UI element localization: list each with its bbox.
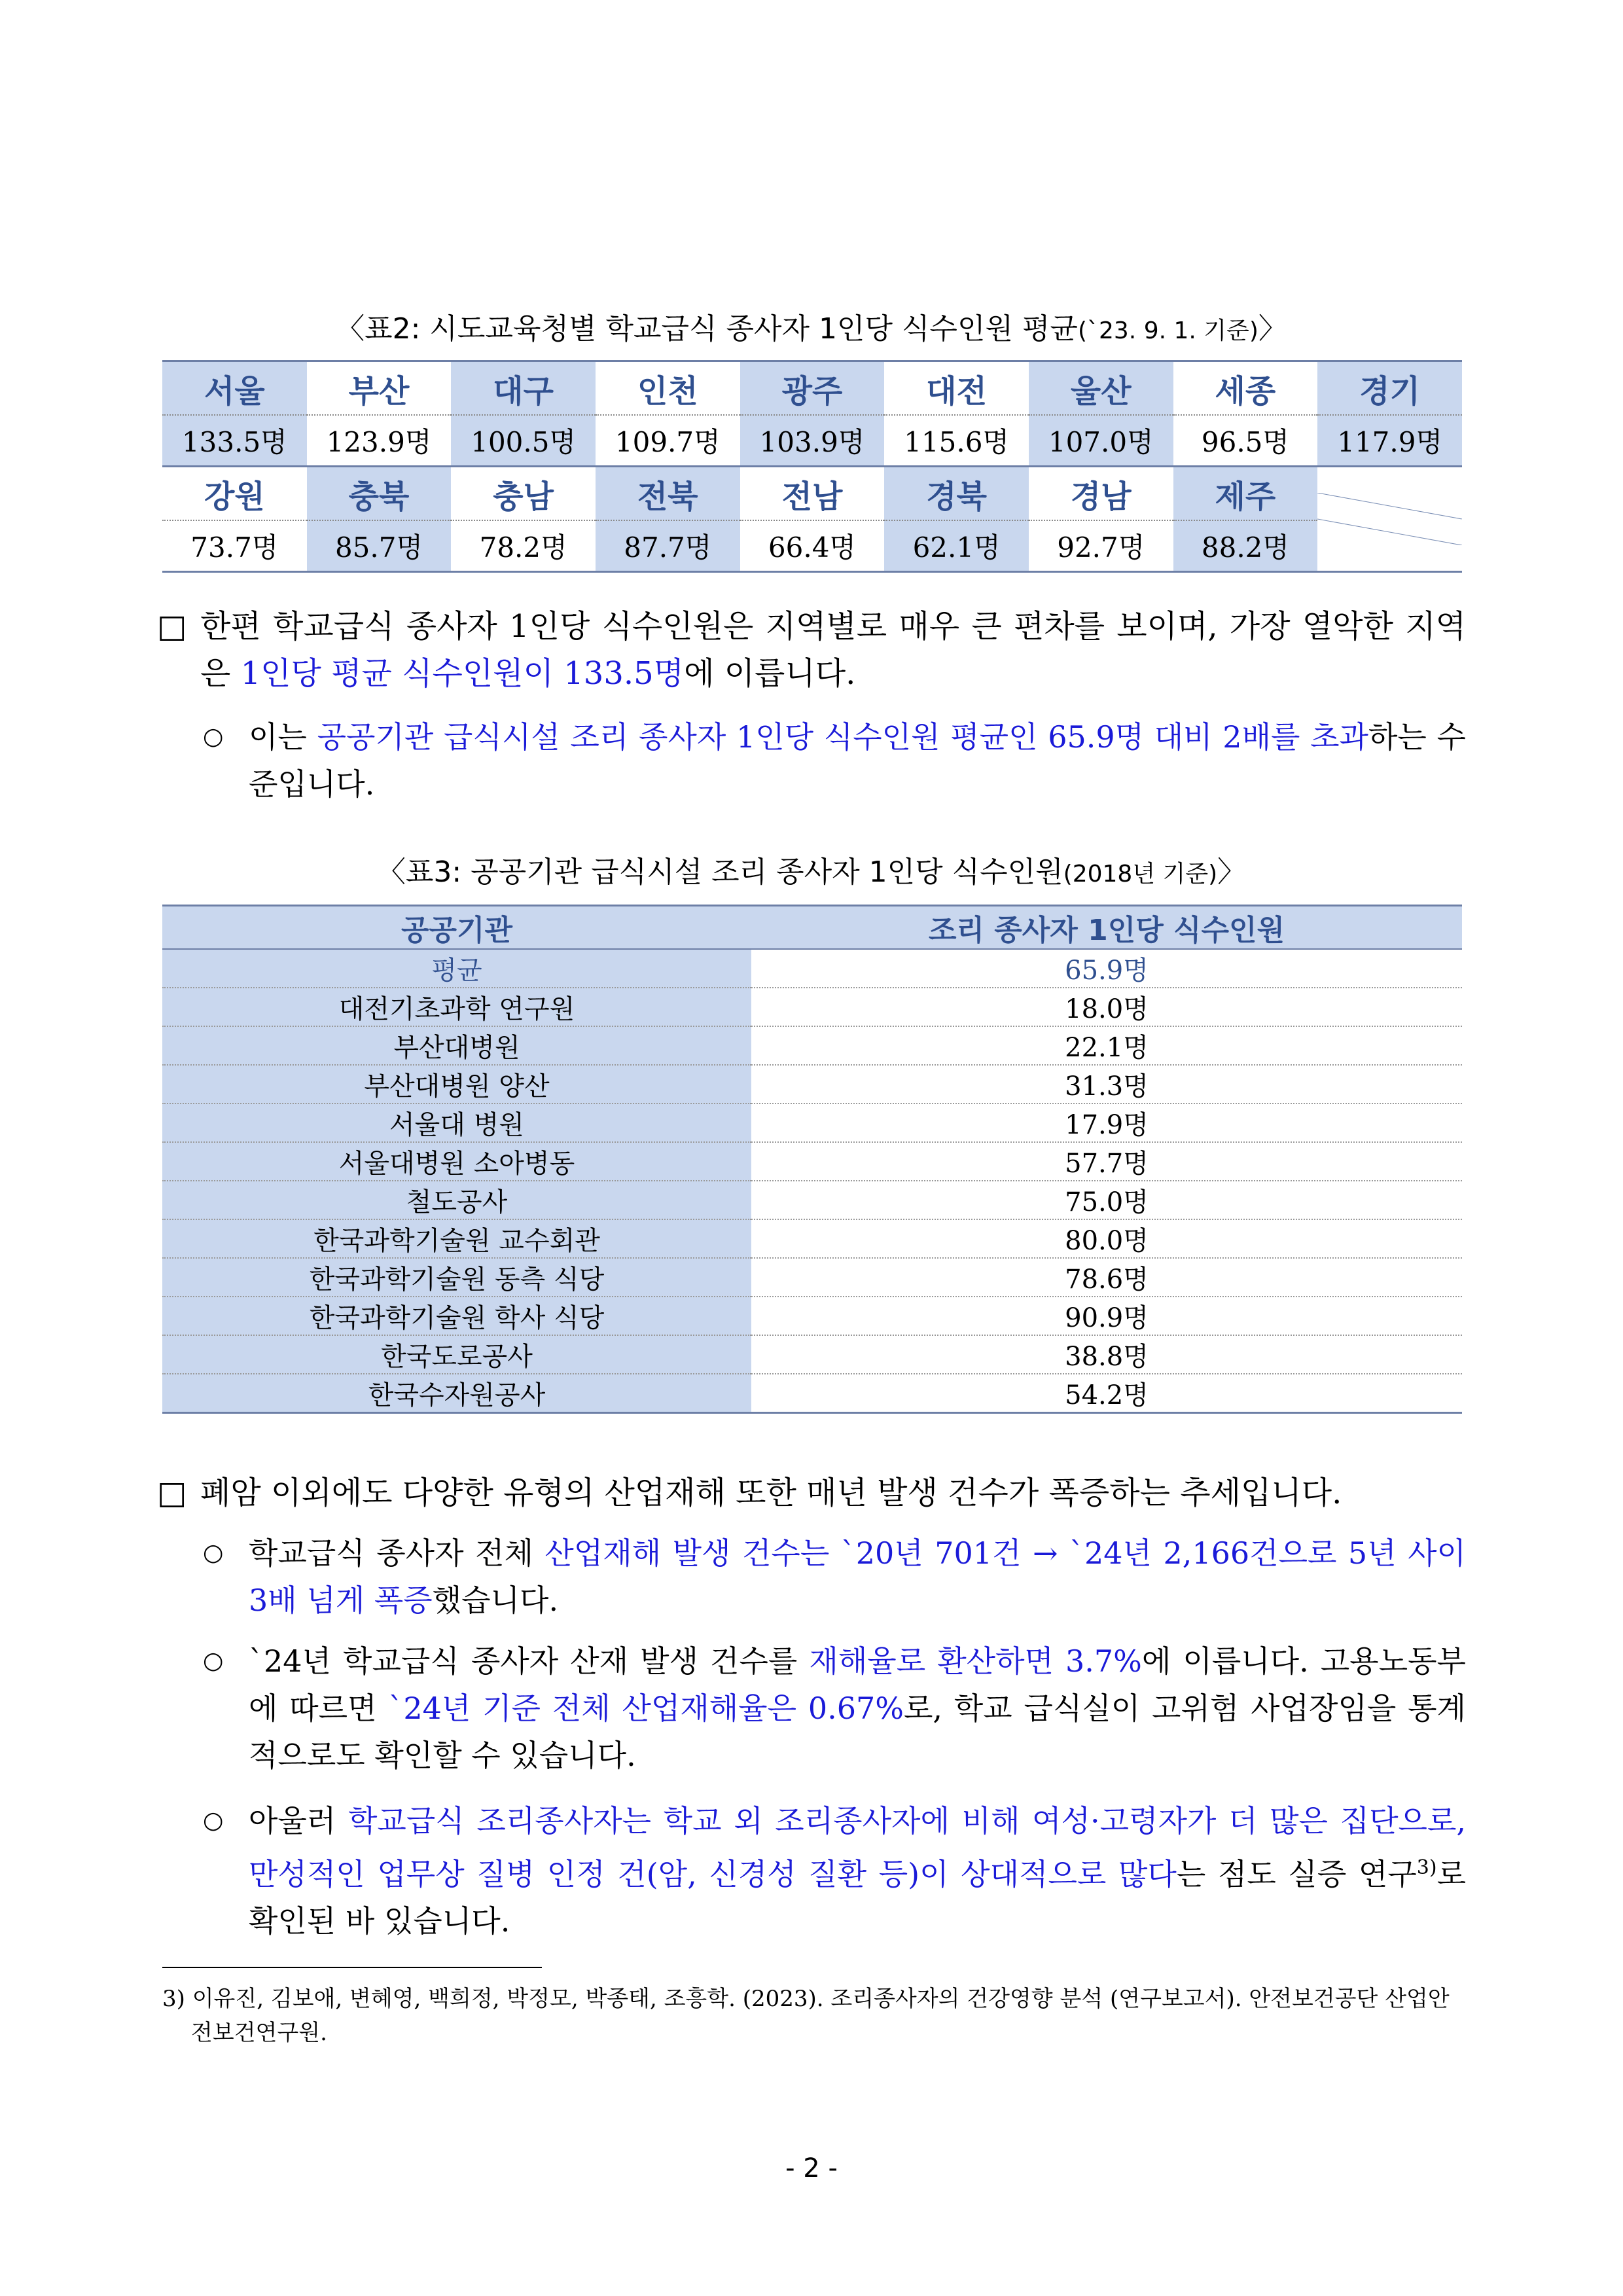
footnote-divider bbox=[162, 1967, 542, 1968]
table2 bbox=[162, 360, 1462, 573]
region-cell: 세종 bbox=[1173, 361, 1318, 416]
para2-text: 폐암 이외에도 다양한 유형의 산업재해 또한 매년 발생 건수가 폭증하는 추세입니다. bbox=[200, 1475, 1342, 1511]
region-cell: 충남 bbox=[451, 467, 596, 521]
table-row bbox=[162, 1181, 1462, 1219]
value-cell: 31.3명 bbox=[751, 1065, 1462, 1103]
region-cell: 경북 bbox=[884, 467, 1029, 521]
empty-diagonal-cell bbox=[1317, 467, 1462, 572]
circle-bullet-icon: ○ bbox=[203, 1647, 224, 1674]
value-cell: 87.7명 bbox=[596, 520, 740, 572]
table3-caption-date: (2018년 기준) bbox=[1063, 861, 1218, 888]
institution-cell: 한국과학기술원 학사 식당 bbox=[162, 1297, 751, 1335]
circle-bullet-icon: ○ bbox=[203, 1807, 224, 1834]
sub1-text-end: 하는 수준입니다. bbox=[249, 719, 1466, 802]
value-cell: 85.7명 bbox=[307, 520, 452, 572]
value-cell: 18.0명 bbox=[751, 988, 1462, 1026]
paragraph-accident-trend bbox=[157, 1469, 1466, 1516]
institution-cell: 한국수자원공사 bbox=[162, 1374, 751, 1413]
value-cell: 78.6명 bbox=[751, 1258, 1462, 1297]
sub-bullet-accident-rate bbox=[196, 1638, 1466, 1779]
table2-row1-values bbox=[162, 415, 1462, 467]
institution-cell: 평균 bbox=[162, 949, 751, 988]
para1-highlight: 1인당 평균 식수인원이 133.5명 bbox=[240, 655, 685, 692]
table-row bbox=[162, 1335, 1462, 1374]
sub3-text-end: 로, 학교 급식실이 고위험 사업장임을 통계적으로도 확인할 수 있습니다. bbox=[249, 1691, 1466, 1773]
table2-caption-date: (`23. 9. 1. 기준) bbox=[1077, 317, 1258, 344]
footnote-text: 3) 이유진, 김보애, 변혜영, 백희정, 박정모, 박종태, 조흥학. (2023). 조리종사자의 건강영향 분석 (연구보고서). 안전보건공단 산업안전보건연구원. bbox=[162, 1986, 1450, 2046]
table2-caption-end: 〉 bbox=[1258, 312, 1287, 346]
region-cell: 대전 bbox=[884, 361, 1029, 416]
table3-caption-end: 〉 bbox=[1217, 855, 1247, 889]
value-cell: 22.1명 bbox=[751, 1026, 1462, 1065]
table2-caption-text: 〈표2: 시도교육청별 학교급식 종사자 1인당 식수인원 평균 bbox=[336, 312, 1078, 346]
sub1-highlight: 공공기관 급식시설 조리 종사자 1인당 식수인원 평균인 65.9명 대비 2배를 초과 bbox=[317, 719, 1368, 755]
table-row bbox=[162, 949, 1462, 988]
value-cell: 107.0명 bbox=[1029, 415, 1173, 467]
sub1-text: 이는 bbox=[249, 719, 317, 755]
institution-cell: 대전기초과학 연구원 bbox=[162, 988, 751, 1026]
region-cell: 강원 bbox=[162, 467, 307, 521]
table-row bbox=[162, 1258, 1462, 1297]
table3-caption bbox=[0, 848, 1623, 890]
value-cell: 92.7명 bbox=[1029, 520, 1173, 572]
value-cell: 80.0명 bbox=[751, 1219, 1462, 1258]
para1-text-end: 에 이릅니다. bbox=[684, 655, 856, 692]
paragraph-regional-gap bbox=[157, 603, 1466, 697]
value-cell: 66.4명 bbox=[740, 520, 885, 572]
region-cell: 인천 bbox=[596, 361, 740, 416]
table3-caption-text: 〈표3: 공공기관 급식시설 조리 종사자 1인당 식수인원 bbox=[376, 855, 1063, 889]
value-cell: 73.7명 bbox=[162, 520, 307, 572]
sub4-highlight: 학교급식 조리종사자는 학교 외 조리종사자에 비해 여성·고령자가 더 많은 집단으로, 만성적인 업무상 질병 인정 건(암, 신경성 질환 등)이 상대적으로 많다 bbox=[249, 1803, 1467, 1892]
value-cell: 88.2명 bbox=[1173, 520, 1318, 572]
sub-bullet-occupational-disease bbox=[196, 1797, 1466, 1945]
header-meals-per-worker: 조리 종사자 1인당 식수인원 bbox=[751, 906, 1462, 950]
region-cell: 전북 bbox=[596, 467, 740, 521]
sub4-text: 아울러 bbox=[249, 1803, 348, 1839]
region-cell: 부산 bbox=[307, 361, 452, 416]
value-cell: 38.8명 bbox=[751, 1335, 1462, 1374]
value-cell: 75.0명 bbox=[751, 1181, 1462, 1219]
table3 bbox=[162, 905, 1462, 1414]
sub2-text-end: 했습니다. bbox=[432, 1583, 559, 1618]
value-cell: 54.2명 bbox=[751, 1374, 1462, 1413]
sub4-text-mid: 는 점도 실증 연구 bbox=[1176, 1856, 1417, 1892]
sub4-text-end: 로 확인된 바 있습니다. bbox=[249, 1856, 1467, 1939]
value-cell: 96.5명 bbox=[1201, 426, 1289, 458]
region-cell: 울산 bbox=[1029, 361, 1173, 416]
circle-bullet-icon: ○ bbox=[203, 723, 224, 750]
institution-cell: 철도공사 bbox=[162, 1181, 751, 1219]
region-cell: 서울 bbox=[162, 361, 307, 416]
value-cell: 109.7명 bbox=[615, 426, 721, 458]
page-number: - 2 - bbox=[785, 2153, 838, 2183]
value-cell: 133.5명 bbox=[162, 415, 307, 467]
checkbox-bullet-icon: □ bbox=[157, 1475, 187, 1511]
table-row bbox=[162, 1103, 1462, 1142]
checkbox-bullet-icon: □ bbox=[157, 608, 187, 645]
value-cell: 117.9명 bbox=[1317, 415, 1462, 467]
diagonal-lines bbox=[1317, 493, 1462, 545]
table2-row2-regions bbox=[162, 467, 1462, 521]
sub3-highlight: 재해율로 환산하면 3.7% bbox=[809, 1643, 1142, 1679]
sub3-highlight-2: `24년 기준 전체 산업재해율은 0.67% bbox=[388, 1691, 904, 1726]
table-row bbox=[162, 1374, 1462, 1413]
value-cell: 65.9명 bbox=[751, 949, 1462, 988]
footnote-reference[interactable]: 3) bbox=[1416, 1856, 1437, 1879]
para1-text: 한편 학교급식 종사자 1인당 식수인원은 지역별로 매우 큰 편차를 보이며, 가장 열악한 지역은 bbox=[200, 608, 1466, 692]
sub3-text-mid: 에 이릅니다. 고용노동부에 따르면 bbox=[249, 1643, 1466, 1726]
table3-header-row bbox=[162, 906, 1462, 950]
sub2-text: 학교급식 종사자 전체 bbox=[249, 1535, 545, 1571]
table2-row1-regions bbox=[162, 361, 1462, 416]
institution-cell: 서울대병원 소아병동 bbox=[162, 1142, 751, 1181]
value-cell: 103.9명 bbox=[740, 415, 885, 467]
sub3-text: `24년 학교급식 종사자 산재 발생 건수를 bbox=[249, 1643, 810, 1679]
table2-row2-values bbox=[162, 520, 1462, 572]
institution-cell: 부산대병원 bbox=[162, 1026, 751, 1065]
value-cell: 62.1명 bbox=[884, 520, 1029, 572]
table-row bbox=[162, 1219, 1462, 1258]
table-row bbox=[162, 1065, 1462, 1103]
value-cell: 115.6명 bbox=[904, 426, 1010, 458]
sub2-highlight: 산업재해 발생 건수는 `20년 701건 → `24년 2,166건으로 5년 사이 3배 넘게 폭증 bbox=[249, 1535, 1466, 1618]
institution-cell: 한국과학기술원 동측 식당 bbox=[162, 1258, 751, 1297]
footnote bbox=[162, 1982, 1462, 2050]
value-cell: 17.9명 bbox=[751, 1103, 1462, 1142]
sub-bullet-accident-count bbox=[196, 1530, 1466, 1624]
region-cell: 충북 bbox=[307, 467, 452, 521]
region-cell: 광주 bbox=[740, 361, 885, 416]
institution-cell: 서울대 병원 bbox=[162, 1103, 751, 1142]
region-cell: 제주 bbox=[1173, 467, 1318, 521]
value-cell: 123.9명 bbox=[326, 426, 432, 458]
table-row bbox=[162, 988, 1462, 1026]
table2-caption bbox=[0, 305, 1623, 347]
table-row bbox=[162, 1297, 1462, 1335]
region-cell: 경남 bbox=[1029, 467, 1173, 521]
region-cell: 경기 bbox=[1317, 361, 1462, 416]
institution-cell: 한국도로공사 bbox=[162, 1335, 751, 1374]
value-cell: 100.5명 bbox=[451, 415, 596, 467]
circle-bullet-icon: ○ bbox=[203, 1539, 224, 1566]
header-institution: 공공기관 bbox=[162, 906, 751, 950]
region-cell: 전남 bbox=[740, 467, 885, 521]
institution-cell: 한국과학기술원 교수회관 bbox=[162, 1219, 751, 1258]
region-cell: 대구 bbox=[451, 361, 596, 416]
value-cell: 57.7명 bbox=[751, 1142, 1462, 1181]
table-row bbox=[162, 1026, 1462, 1065]
value-cell: 90.9명 bbox=[751, 1297, 1462, 1335]
institution-cell: 부산대병원 양산 bbox=[162, 1065, 751, 1103]
sub-bullet-comparison bbox=[196, 713, 1466, 808]
table-row bbox=[162, 1142, 1462, 1181]
value-cell: 78.2명 bbox=[451, 520, 596, 572]
